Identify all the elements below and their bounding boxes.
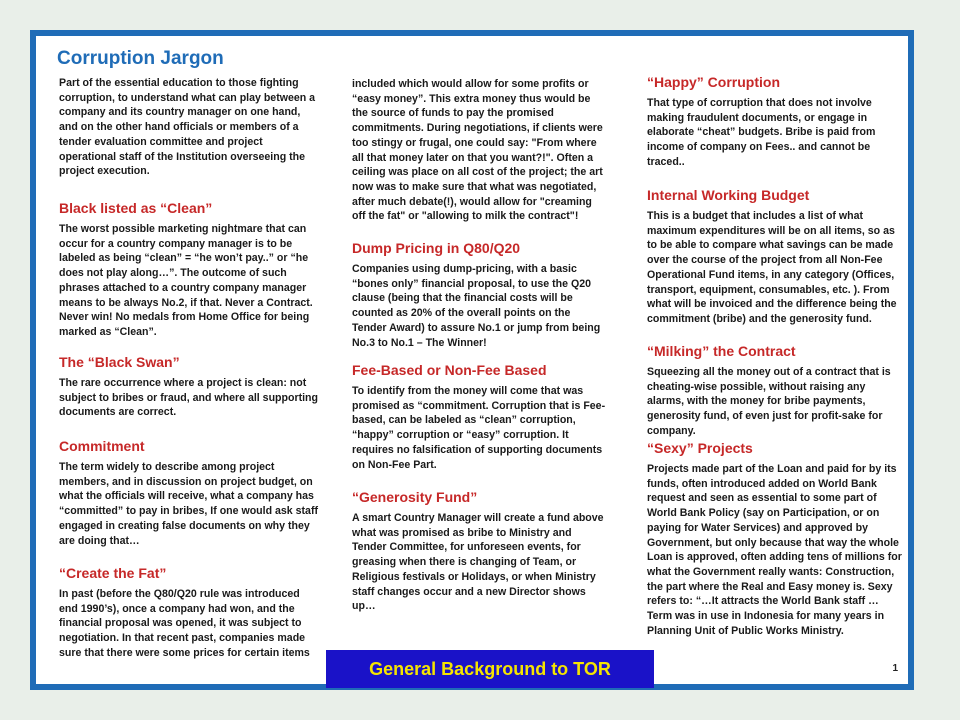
body-create-fat: In past (before the Q80/Q20 rule was introduced end 1990’s), once a company had won, and the financial proposal was opened, it was subject to negotiation. In that recent past, companies made sure that there were some prices for certain items bbox=[59, 588, 310, 659]
body-milking: Squeezing all the money out of a contract that is cheating-wise possible, without raising any alarms, with the money for bribe payments, generosity fund, of even just for profit-sake for company. bbox=[647, 366, 891, 437]
heading-black-swan: The “Black Swan” bbox=[59, 354, 180, 370]
heading-happy-corruption: “Happy” Corruption bbox=[647, 74, 780, 90]
body-happy-corruption: That type of corruption that does not involve making fraudulent documents, or engage in elaborate “cheat” budgets. Bribe is paid from income of company on Fees.. and cannot be traced.. bbox=[647, 97, 876, 168]
body-commitment: The term widely to describe among project members, and in discussion on project budget, on what the officials will receive, what a company has “committed” to pay in bribes, If one would ask staff engaged in creating false documents on why they are doing that… bbox=[59, 461, 318, 547]
body-fee-based: To identify from the money will come that was promised as “commitment. Corruption that is Fee-based, can be labeled as “clean” corruption, “happy” corruption or “easy” corruption. It requires no falsification of supporting documents on Non-Fee Part. bbox=[352, 385, 606, 471]
heading-milking: “Milking” the Contract bbox=[647, 343, 796, 359]
heading-commitment: Commitment bbox=[59, 438, 145, 454]
body-internal-budget: This is a budget that includes a list of what maximum expenditures will be on all items, so as to be able to compare what savings can be made over the course of the project from all Non-Fee Operational Fund items, in any category (Offices, transport, equipment, consumables, etc. ). From what will be invoiced and the difference being the commitment (bribe) and the generosity fund. bbox=[647, 210, 897, 325]
heading-fee-based: Fee-Based or Non-Fee Based bbox=[352, 362, 547, 378]
body-black-listed: The worst possible marketing nightmare that can occur for a country company manager is to be labeled as being “clean” = “he won’t pay..” or “he does not play along…”. The outcome of such phrases attached to a country company manager means to be always No.2, if that. Never a Contract. Never win! No medals from Home Office for being marked as “Clean”. bbox=[59, 223, 313, 338]
body-generosity-fund: A smart Country Manager will create a fund above what was promised as bribe to Ministry and Tender Committee, for unforeseen events, for greasing when there is changing of Team, or Religious festivals or Holidays, or when Ministry staff changes occur and a new Director shows up… bbox=[352, 512, 604, 613]
heading-generosity-fund: “Generosity Fund” bbox=[352, 489, 478, 505]
heading-black-listed: Black listed as “Clean” bbox=[59, 200, 213, 216]
heading-create-fat: “Create the Fat” bbox=[59, 565, 167, 581]
slide-frame bbox=[30, 30, 914, 690]
body-sexy-projects: Projects made part of the Loan and paid for by its funds, often introduced added on World Bank request and seen as essential to some part of World Bank Policy (say on Participation, or on paying for Water Services) and approved by Government, but only because that way the whole Loan is approved, often adding tens of millions for what the Government really wants: Construction, the part where the Real and Easy money is. Sexy refers to: “…It attracts the World Bank staff … Term was in use in Indonesia for many years in Planning Unit of Public Works Ministry. bbox=[647, 463, 902, 637]
page-title: Corruption Jargon bbox=[57, 48, 224, 69]
heading-sexy-projects: “Sexy” Projects bbox=[647, 440, 753, 456]
body-create-fat-continued: included which would allow for some profits or “easy money”. This extra money thus would be the source of funds to pay the promised commitments. During negotiations, if clients were too stingy or frugal, one could say: "From where all that money later on that you want?!". Often a ceiling was place on all cost of the project; the art now was to make sure that what was negotiated, after much debate(!), would allow for "creaming off the fat" or "allowing to milk the contract"! bbox=[352, 78, 603, 223]
body-dump-pricing: Companies using dump-pricing, with a basic “bones only” financial proposal, to use the Q20 clause (being that the financial costs will be counted as 20% of the overall points on the Tender Award) to assure No.1 or jump from being No.3 to No.1 – The Winner! bbox=[352, 263, 601, 349]
intro-paragraph: Part of the essential education to those fighting corruption, to understand what can play between a company and its country manager on one hand, and on the other hand officials or members of a tender evaluation committee and project operational staff of the Institution overseeing the project execution. bbox=[59, 77, 316, 178]
heading-internal-budget: Internal Working Budget bbox=[647, 187, 810, 203]
footer-banner: General Background to TOR bbox=[326, 650, 654, 688]
page-number: 1 bbox=[892, 663, 898, 674]
body-black-swan: The rare occurrence where a project is clean: not subject to bribes or fraud, and where all supporting documents are correct. bbox=[59, 377, 318, 419]
heading-dump-pricing: Dump Pricing in Q80/Q20 bbox=[352, 240, 521, 256]
